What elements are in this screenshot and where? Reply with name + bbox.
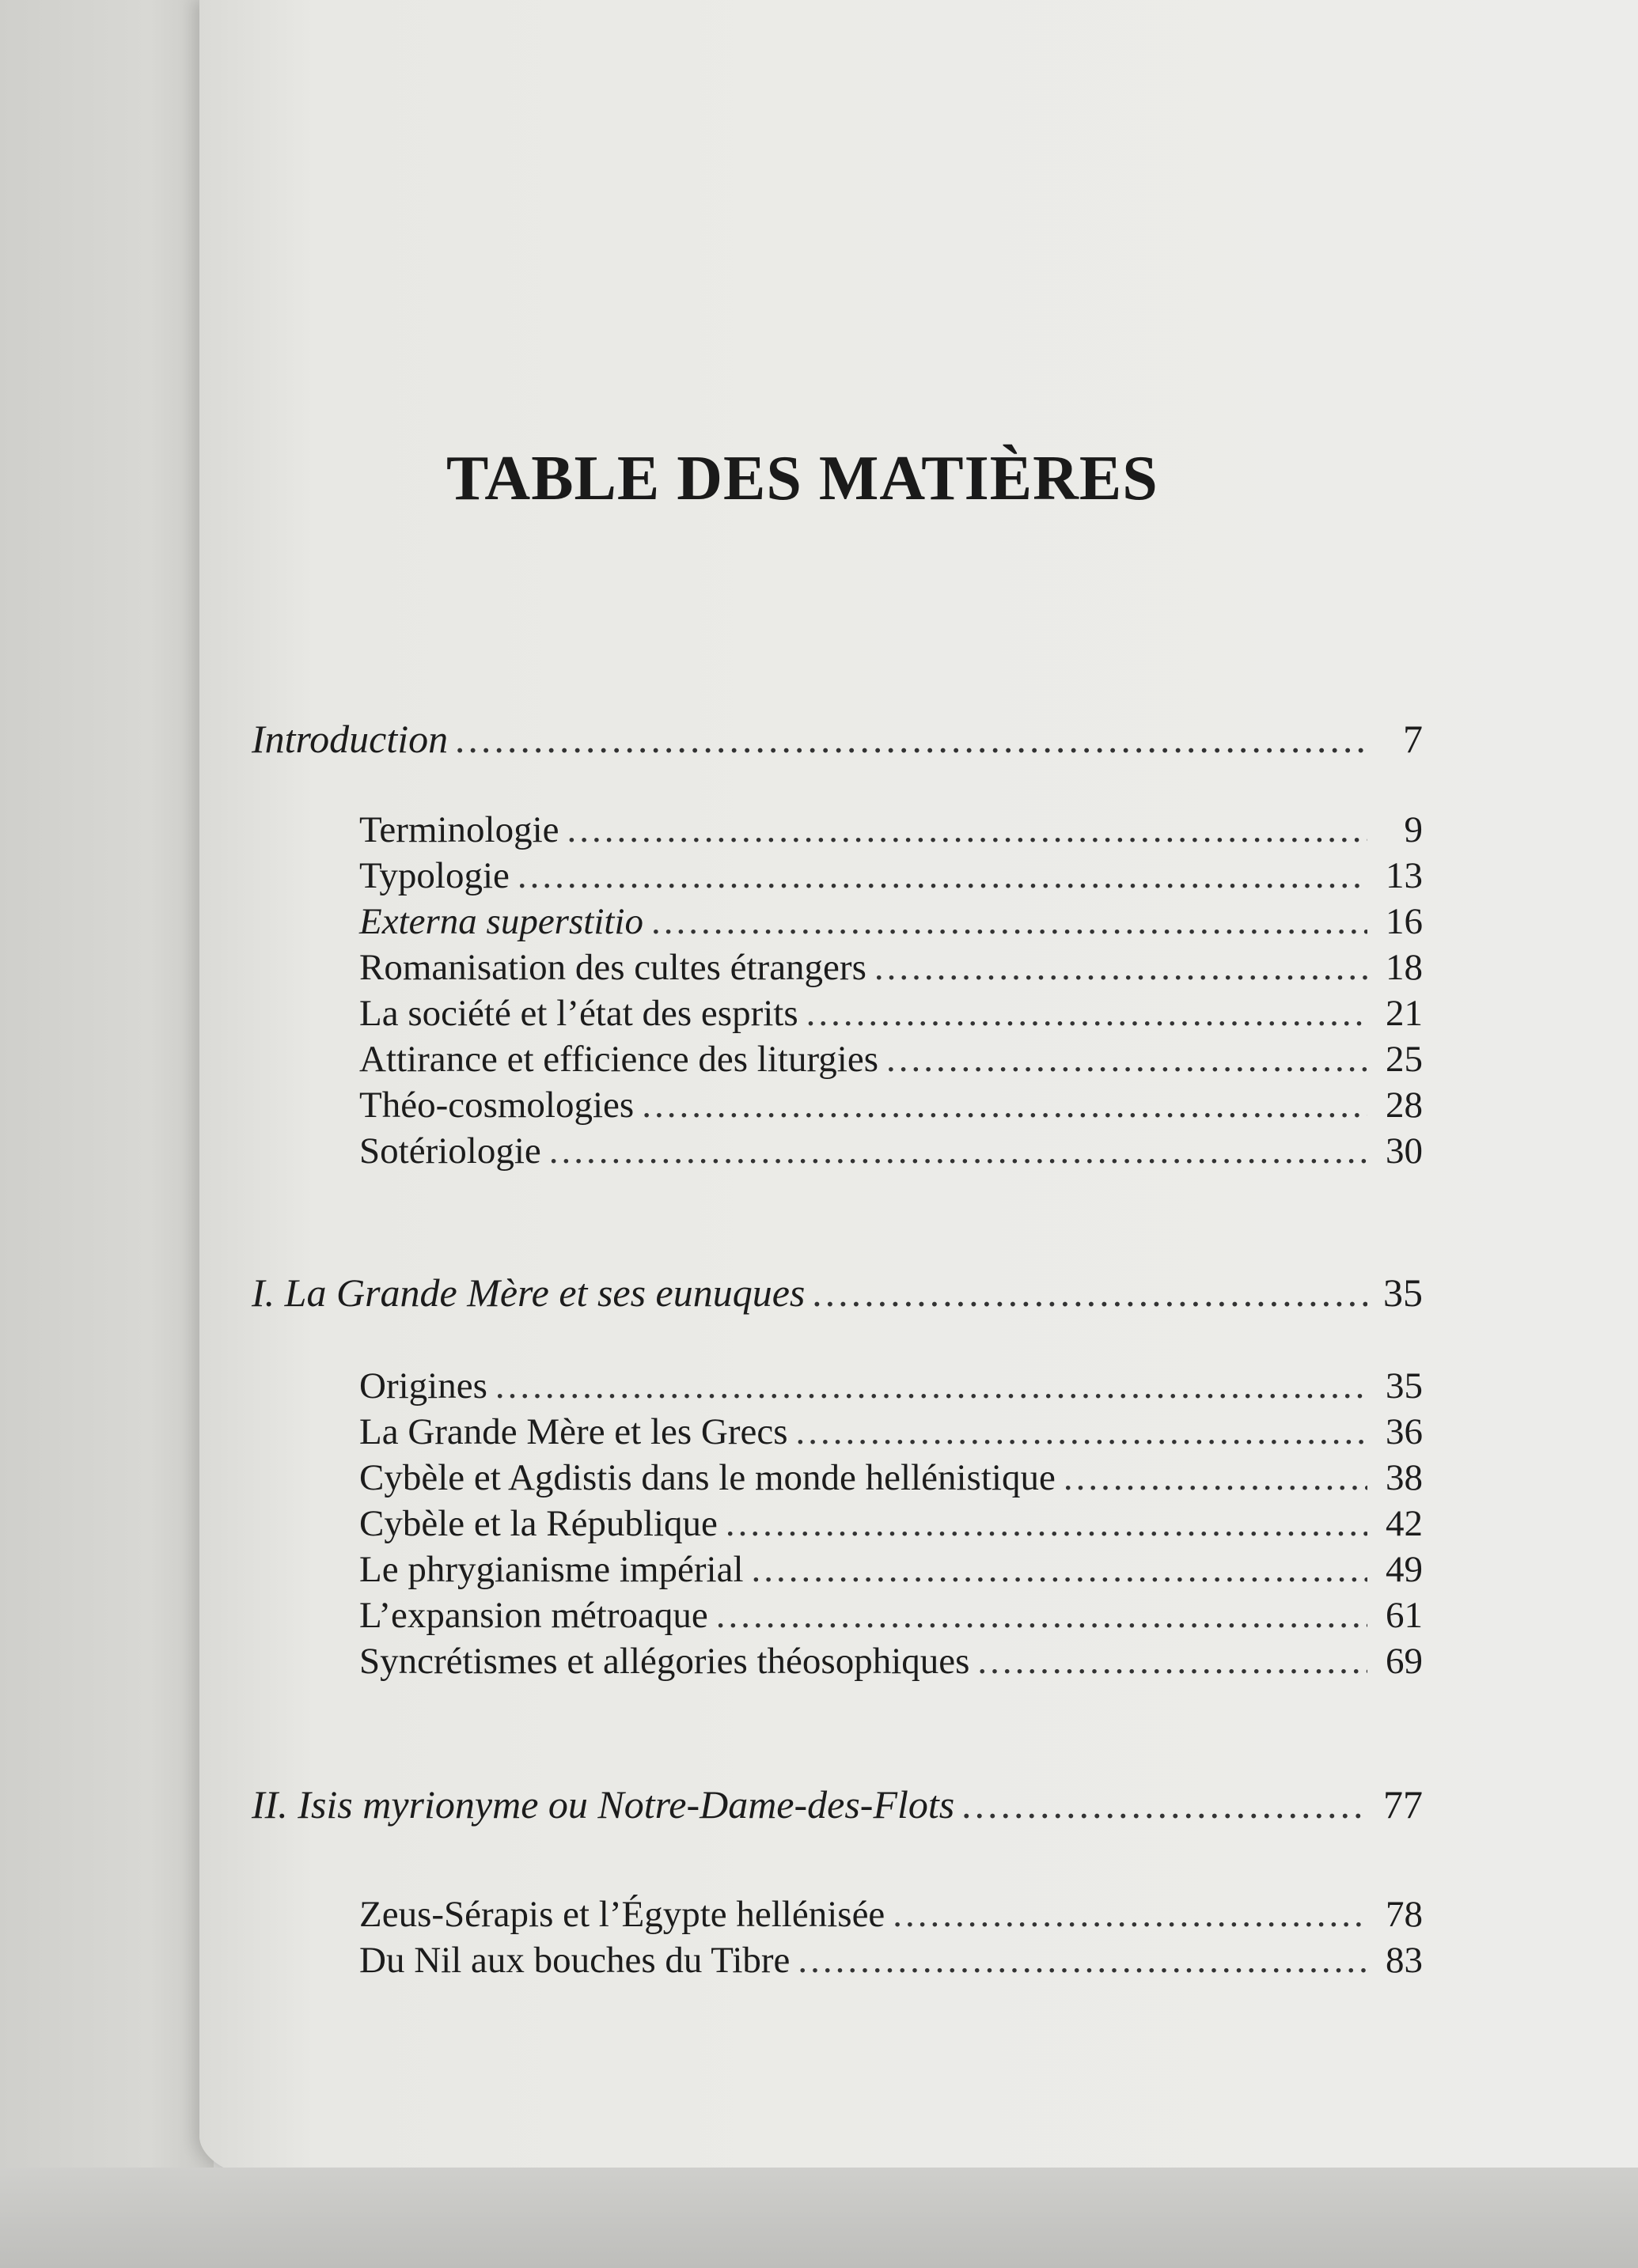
dot-leader [806, 992, 1367, 1035]
toc-entry-page: 9 [1404, 809, 1423, 850]
toc-entry-label: Cybèle et Agdistis dans le monde hellénistique [359, 1457, 1056, 1498]
toc-entry-label: Syncrétismes et allégories théosophiques [359, 1641, 970, 1682]
toc-entry-label: Le phrygianisme impérial [359, 1549, 744, 1590]
dot-leader [962, 1781, 1367, 1827]
toc-entry [359, 1365, 1423, 1407]
toc-entry [359, 1939, 1423, 1982]
toc-entry-label: Origines [359, 1365, 487, 1407]
toc-entry-page: 30 [1386, 1130, 1423, 1172]
page-title: TABLE DES MATIÈRES [446, 444, 1158, 513]
dot-leader [549, 1130, 1367, 1172]
toc-entry-chapter-2 [252, 1781, 1423, 1827]
toc-entry-page: 35 [1386, 1365, 1423, 1407]
toc-entry-page: 7 [1403, 717, 1423, 761]
dot-leader [813, 1270, 1367, 1316]
dot-leader [456, 716, 1367, 762]
toc-entry-page: 13 [1386, 855, 1423, 896]
dot-leader [1064, 1456, 1367, 1499]
toc-entry-label: La Grande Mère et les Grecs [359, 1411, 788, 1452]
toc-entry-label: Théo-cosmologies [359, 1085, 635, 1126]
toc-entry-page: 83 [1386, 1940, 1423, 1981]
toc-entry [359, 1038, 1423, 1081]
toc-entry-label: Introduction [252, 717, 449, 761]
toc-entry-page: 61 [1386, 1595, 1423, 1636]
toc-entry-label: Attirance et efficience des liturgies [359, 1039, 878, 1080]
toc-entry-label: L’expansion métroaque [359, 1595, 708, 1636]
toc-entry [359, 1130, 1423, 1172]
table-surface [0, 2168, 1638, 2268]
toc-entry [359, 900, 1423, 943]
toc-entry [359, 1640, 1423, 1683]
toc-entry-label: Zeus-Sérapis et l’Égypte hellénisée [359, 1894, 885, 1935]
toc-entry-page: 35 [1383, 1270, 1423, 1315]
toc-entry [359, 808, 1423, 851]
dot-leader [798, 1939, 1367, 1982]
dot-leader [796, 1410, 1367, 1453]
toc-entry [359, 1084, 1423, 1126]
toc-entry-page: 25 [1386, 1039, 1423, 1080]
toc-entry-page: 69 [1386, 1641, 1423, 1682]
book-gutter [0, 0, 214, 2268]
dot-leader [716, 1594, 1367, 1637]
toc-entry-label: I. La Grande Mère et ses eunuques [252, 1270, 806, 1315]
toc-entry-page: 28 [1386, 1085, 1423, 1126]
toc-entry-page: 49 [1386, 1549, 1423, 1590]
toc-entry-label: La société et l’état des esprits [359, 993, 798, 1034]
toc-entry-page: 16 [1386, 901, 1423, 942]
toc-entry-page: 18 [1386, 947, 1423, 988]
toc-entry [359, 1548, 1423, 1591]
toc-entry-page: 77 [1383, 1782, 1423, 1827]
toc-entry-page: 36 [1386, 1411, 1423, 1452]
dot-leader [977, 1640, 1367, 1683]
dot-leader [642, 1084, 1367, 1126]
toc-entry-label: Typologie [359, 855, 510, 896]
toc-entry-label: Du Nil aux bouches du Tibre [359, 1940, 791, 1981]
toc-entry [359, 1456, 1423, 1499]
dot-leader [874, 946, 1367, 989]
toc-entry [359, 854, 1423, 897]
dot-leader [752, 1548, 1367, 1591]
toc-entry-chapter-1 [252, 1270, 1423, 1316]
toc-entry-page: 21 [1386, 993, 1423, 1034]
dot-leader [893, 1893, 1367, 1936]
dot-leader [726, 1502, 1367, 1545]
dot-leader [651, 900, 1367, 943]
dot-leader [886, 1038, 1367, 1081]
toc-entry-page: 78 [1386, 1894, 1423, 1935]
toc-entry-label: Romanisation des cultes étrangers [359, 947, 866, 988]
toc-entry-page: 38 [1386, 1457, 1423, 1498]
toc-entry-introduction [252, 716, 1423, 762]
dot-leader [567, 808, 1367, 851]
toc-entry [359, 1893, 1423, 1936]
toc-entry-label: II. Isis myrionyme ou Notre-Dame-des-Flots [252, 1782, 955, 1827]
toc-entry [359, 1594, 1423, 1637]
toc-entry-page: 42 [1386, 1503, 1423, 1544]
toc-entry-label: Cybèle et la République [359, 1503, 718, 1544]
dot-leader [495, 1365, 1367, 1407]
toc-entry [359, 1410, 1423, 1453]
dot-leader [518, 854, 1367, 897]
toc-entry [359, 1502, 1423, 1545]
toc-entry-label: Sotériologie [359, 1130, 541, 1172]
toc-entry [359, 992, 1423, 1035]
toc-entry-label: Externa superstitio [359, 901, 643, 942]
toc-entry-label: Terminologie [359, 809, 559, 850]
toc-entry [359, 946, 1423, 989]
